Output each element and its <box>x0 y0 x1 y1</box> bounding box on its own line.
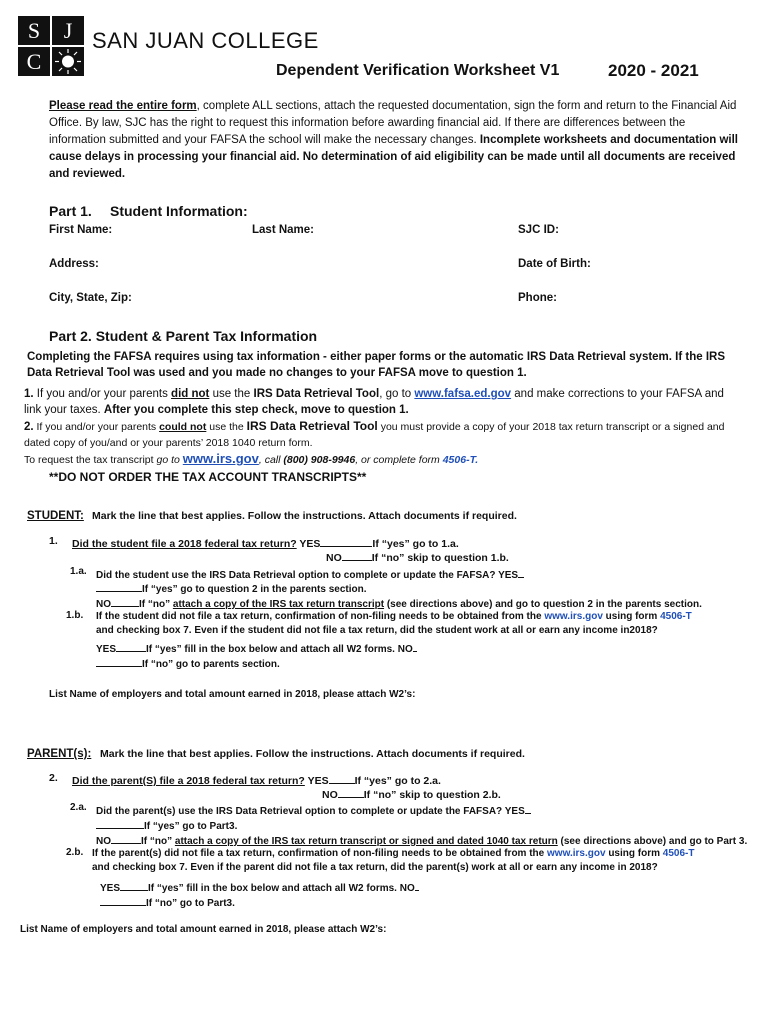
intro-text: , complete ALL sections, attach the requested documentation, sign the form and return to the Financial Aid Office. By law, SJC has the right to request this information before awarding financial aid. If there are differences between the information submitted and your FAFSA the school will make the necessary changes. <box>49 100 737 146</box>
intro-lead: Please read the entire form <box>49 100 197 112</box>
intro-paragraph <box>49 98 739 183</box>
parent-q2b-number: 2.b. <box>66 847 84 858</box>
transcript-text-c: , or complete form <box>355 454 443 466</box>
student-q1a-number: 1.a. <box>70 566 87 577</box>
student-q1a-yes-line[interactable] <box>518 566 524 578</box>
student-q1b-text-b: using form <box>602 611 661 622</box>
q1-number: 1. <box>24 388 34 400</box>
student-q1b-no-blank[interactable] <box>96 655 142 667</box>
student-q1b-irs-link[interactable]: www.irs.gov <box>544 611 603 622</box>
q2-text-c: you must provide a copy of your 2018 tax return transcript or a signed and dated copy of you/and or your parents’ 2018 1040 return form. <box>24 421 725 449</box>
parent-q2b-no <box>100 894 235 909</box>
student-q1-yes-instr: If “yes” go to 1.a. <box>372 538 459 550</box>
student-q1-number: 1. <box>49 535 58 547</box>
student-q1b-text-a: If the student did not file a tax return, confirmation of non-filing needs to be obtained from the <box>96 611 545 622</box>
q1-text-d: and make corrections to your FAFSA and link your taxes. <box>24 388 724 416</box>
parent-q2a-yes-line[interactable] <box>525 802 531 814</box>
parent-q2a <box>96 802 531 817</box>
student-q1a-no-line[interactable] <box>111 595 139 607</box>
fafsa-link[interactable]: www.fafsa.ed.gov <box>414 388 512 400</box>
q1-tool: IRS Data Retrieval Tool <box>253 388 380 400</box>
parent-q2 <box>72 772 441 787</box>
part2-question2 <box>24 418 746 451</box>
q2-number: 2. <box>24 421 34 433</box>
student-q1a-no-post: (see directions above) and go to question 2 in the parents section. <box>384 599 702 610</box>
parent-q2b-text-a: If the parent(s) did not file a tax return, confirmation of non-filing needs to be obtained from the <box>92 848 548 859</box>
student-label: STUDENT: <box>27 510 84 522</box>
parent-q2-no-label: NO <box>322 789 338 801</box>
parent-q2a-yes-instr: If “yes” go to Part3. <box>144 821 238 832</box>
student-q1b-text-c: and checking box 7. Even if the student did not file a tax return, did the student work at all or earn any income in2018? <box>96 625 658 636</box>
q1-text-b: use the <box>209 388 254 400</box>
parent-q2b-irs-link[interactable]: www.irs.gov <box>547 848 606 859</box>
parent-q2-no <box>322 786 501 801</box>
college-logo <box>18 16 84 76</box>
parent-q2b-text-b: using form <box>605 848 663 859</box>
intro-warning: Incomplete worksheets and documentation will cause delays in processing your financial aid. No determination of aid eligibility can be made until all documents are received and reviewed. <box>49 134 738 180</box>
student-q1a-yes-instr: If “yes” go to question 2 in the parents section. <box>142 584 367 595</box>
student-q1-no-instr: If “no” skip to question 1.b. <box>371 552 509 564</box>
student-q1b-form[interactable]: 4506-T <box>660 611 692 622</box>
student-q1b <box>96 610 711 638</box>
student-instructions: Mark the line that best applies. Follow the instructions. Attach documents if required. <box>92 510 517 522</box>
form-4506t-link[interactable]: 4506-T. <box>442 454 479 466</box>
parent-q2b-no-instr: If “no” go to Part3. <box>146 898 235 909</box>
address-label: Address: <box>49 258 99 270</box>
q2-could-not: could not <box>159 421 207 433</box>
student-q1-no-line[interactable] <box>342 549 372 561</box>
parent-q2a-no-attach: attach a copy of the IRS tax return transcript or signed and dated 1040 tax return <box>174 836 558 847</box>
award-years: 2020 - 2021 <box>608 61 699 80</box>
parent-q2-number: 2. <box>49 772 58 784</box>
student-q1b-yes-instr: If “yes” fill in the box below and attach all W2 forms. NO <box>146 644 413 655</box>
student-q1b-yes <box>96 640 417 655</box>
parent-q2b <box>92 847 712 875</box>
parent-q2b-yes <box>100 879 419 894</box>
parent-q2-no-instr: If “no” skip to question 2.b. <box>363 789 501 801</box>
student-q1a-no-label: NO <box>96 599 111 610</box>
parent-q2b-yes-line[interactable] <box>120 879 148 891</box>
parent-q2-no-line[interactable] <box>338 786 364 798</box>
transcript-text-a: To request the tax transcript <box>24 454 157 466</box>
parent-q2a-yes <box>96 817 237 832</box>
parents-instructions: Mark the line that best applies. Follow the instructions. Attach documents if required. <box>100 748 525 760</box>
student-q1b-no <box>96 655 280 670</box>
first-name-label: First Name: <box>49 224 113 236</box>
student-q1a-yes <box>96 580 366 595</box>
q2-text-a: If you and/or your parents <box>33 421 160 433</box>
student-q1a-text: Did the student use the IRS Data Retrieval option to complete or update the FAFSA? YES <box>96 570 519 581</box>
parent-q2-yes-instr: If “yes” go to 2.a. <box>354 775 441 787</box>
parent-q2b-no-blank[interactable] <box>100 894 146 906</box>
q1-text-a: If you and/or your parents <box>33 388 172 400</box>
student-q1-yes-label: YES <box>299 538 321 550</box>
irs-phone: (800) 908-9946 <box>283 454 356 466</box>
student-q1b-yes-line[interactable] <box>116 640 146 652</box>
do-not-order-notice: **DO NOT ORDER THE TAX ACCOUNT TRANSCRIPTS** <box>49 470 367 484</box>
parent-employers-label: List Name of employers and total amount earned in 2018, please attach W2’s: <box>20 924 387 935</box>
parent-q2a-no-line[interactable] <box>111 832 141 844</box>
logo-letter-s: S <box>18 16 50 45</box>
q1-did-not: did not <box>171 388 210 400</box>
transcript-text-b: , call <box>258 454 284 466</box>
parent-q2a-text: Did the parent(s) use the IRS Data Retrieval option to complete or update the FAFSA? YES <box>96 806 525 817</box>
student-q1-yes-line[interactable] <box>320 535 372 547</box>
student-q1 <box>72 535 459 550</box>
part1-heading: Student Information: <box>110 203 248 219</box>
q1-text-c: , go to <box>379 388 415 400</box>
irs-link[interactable]: www.irs.gov <box>182 451 259 466</box>
sun-icon <box>52 47 84 76</box>
student-q1b-yes-label: YES <box>96 644 117 655</box>
parent-q2a-number: 2.a. <box>70 802 87 813</box>
student-q1a-yes-blank[interactable] <box>96 580 142 592</box>
part1-number: Part 1. <box>49 203 92 219</box>
parent-q2a-no-pre: If “no” <box>141 836 175 847</box>
part2-heading: Part 2. Student & Parent Tax Information <box>49 328 318 344</box>
student-q1a <box>96 566 524 581</box>
dob-label: Date of Birth: <box>518 258 591 270</box>
student-q1-text: Did the student file a 2018 federal tax return? <box>72 538 297 550</box>
student-q1a-no <box>96 595 702 610</box>
student-employers-label: List Name of employers and total amount earned in 2018, please attach W2’s: <box>49 689 416 700</box>
parent-q2b-yes-label: YES <box>100 883 121 894</box>
phone-label: Phone: <box>518 292 557 304</box>
q2-text-b: use the <box>206 421 247 433</box>
parent-q2a-no-post: (see directions above) and go to Part 3. <box>557 836 748 847</box>
part2-intro: Completing the FAFSA requires using tax information - either paper forms or the automatic IRS Data Retrieval system. If the IRS Data Retrieval Tool was used and you made no changes to your FAFSA move to question 1. <box>27 351 726 379</box>
city-label: City, State, Zip: <box>49 292 132 304</box>
student-q1a-no-attach: attach a copy of the IRS tax return transcript <box>172 599 385 610</box>
parent-q2b-yes-instr: If “yes” fill in the box below and attach all W2 forms. NO <box>148 883 415 894</box>
logo-letter-j: J <box>52 16 84 45</box>
student-q1a-no-pre: If “no” <box>139 599 173 610</box>
logo-letter-c: C <box>18 47 50 76</box>
transcript-go: go to <box>156 454 183 466</box>
student-q1b-no-line[interactable] <box>413 640 417 652</box>
parent-q2b-form[interactable]: 4506-T <box>662 848 695 859</box>
parent-q2-yes-line[interactable] <box>329 772 355 784</box>
parent-q2-yes-label: YES <box>307 775 329 787</box>
sjc-id-label: SJC ID: <box>518 224 559 236</box>
parents-label: PARENT(s): <box>27 748 92 760</box>
parent-q2b-no-line[interactable] <box>415 879 419 891</box>
parent-q2a-no-label: NO <box>96 836 111 847</box>
student-q1b-number: 1.b. <box>66 610 84 621</box>
parent-q2a-no <box>96 832 747 847</box>
last-name-label: Last Name: <box>252 224 314 236</box>
parent-q2a-yes-blank[interactable] <box>96 817 144 829</box>
q2-tool: IRS Data Retrieval Tool <box>246 419 378 433</box>
transcript-instructions <box>24 451 478 466</box>
part2-question1 <box>24 386 744 418</box>
q1-bold: After you complete this step check, move to question 1. <box>103 404 409 416</box>
parent-q2b-text-c: and checking box 7. Even if the parent did not file a tax return, did the parent(s) work at all or earn any income in 2018? <box>92 862 658 873</box>
parent-q2-text: Did the parent(S) file a 2018 federal tax return? <box>72 775 305 787</box>
student-q1-no-label: NO <box>326 552 342 564</box>
student-q1b-no-instr: If “no” go to parents section. <box>142 659 280 670</box>
page-title: Dependent Verification Worksheet V1 <box>276 62 560 79</box>
college-name: SAN JUAN COLLEGE <box>92 28 319 53</box>
student-q1-no <box>326 549 509 564</box>
